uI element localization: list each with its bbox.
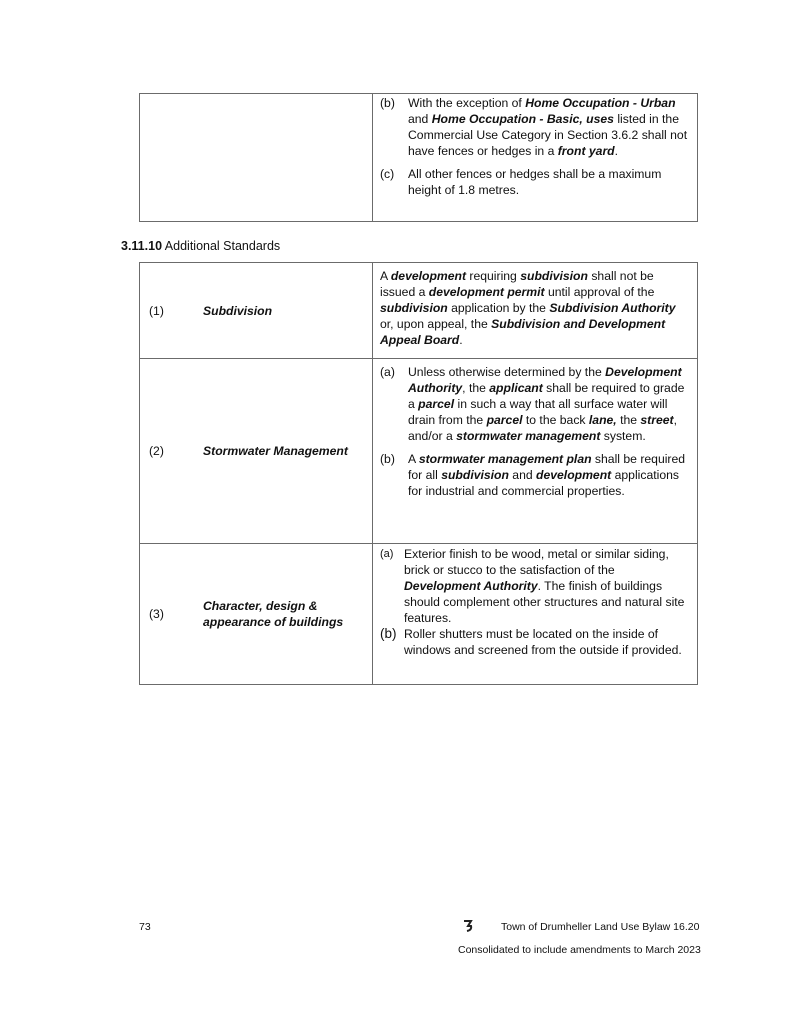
standard-label-cell xyxy=(140,544,373,685)
consolidation-note: Consolidated to include amendments to March 2023 xyxy=(458,944,701,956)
fence-rules-cell xyxy=(373,94,698,222)
item-text: Unless otherwise determined by the Development Authority, the applicant shall be required to grade a parcel in such a way that all surface water will drain from the parcel to the back lane, the street, and/or a stormwater management system. xyxy=(408,365,685,443)
item-text: With the exception of Home Occupation - Urban and Home Occupation - Basic, uses listed in the Commercial Use Category in Section 3.6.2 shall not have fences or hedges in a front yard. xyxy=(408,96,688,158)
item-text: A stormwater management plan shall be required for all subdivision and development applications for industrial and commercial properties. xyxy=(408,452,686,498)
additional-standards-table xyxy=(139,262,698,685)
item-marker: (b) xyxy=(380,96,395,110)
standard-number: (2) xyxy=(149,444,164,458)
section-title: Additional Standards xyxy=(162,239,281,253)
standard-text-cell: A development requiring subdivision shall not be issued a development permit until approval of the subdivision application by the Subdivision Authority or, upon appeal, the Subdivision and Development Appeal Board. xyxy=(373,263,698,359)
section-number: 3.11.10 xyxy=(121,239,163,253)
fence-standards-table xyxy=(139,93,698,222)
item-marker: (b) xyxy=(380,626,397,641)
standard-number: (3) xyxy=(149,607,164,621)
standard-label-cell xyxy=(140,359,373,544)
section-heading xyxy=(121,239,280,253)
table-row xyxy=(140,263,698,359)
item-text: Roller shutters must be located on the inside of windows and screened from the outside if provided. xyxy=(404,627,682,657)
list-item-a xyxy=(380,546,689,626)
list-item-b xyxy=(380,626,689,658)
standard-label-cell xyxy=(140,263,373,359)
table-row xyxy=(140,544,698,685)
standard-text-cell xyxy=(373,544,698,685)
list-item-c xyxy=(380,166,689,198)
bylaw-title: Town of Drumheller Land Use Bylaw 16.20 xyxy=(501,921,700,933)
standard-title: Character, design & appearance of buildings xyxy=(203,599,344,629)
standard-text-cell xyxy=(373,359,698,544)
town-logo-icon xyxy=(462,919,474,933)
standard-number: (1) xyxy=(149,303,164,318)
page-number: 73 xyxy=(139,921,151,933)
item-marker: (b) xyxy=(380,452,395,466)
item-marker: (c) xyxy=(380,167,395,181)
list-item-a xyxy=(380,364,689,444)
list-item-b xyxy=(380,95,689,159)
list-item-b xyxy=(380,451,689,499)
table-row xyxy=(140,359,698,544)
empty-cell xyxy=(140,94,373,222)
standard-title: Subdivision xyxy=(203,303,273,318)
item-marker: (a) xyxy=(380,548,394,560)
item-marker: (a) xyxy=(380,365,395,379)
standard-title: Stormwater Management xyxy=(203,444,348,458)
item-text: All other fences or hedges shall be a maximum height of 1.8 metres. xyxy=(408,167,662,197)
item-text: Exterior finish to be wood, metal or similar siding, brick or stucco to the satisfaction of the Development Authority. The finish of buildings should complement other structures and natural site features. xyxy=(404,547,685,625)
